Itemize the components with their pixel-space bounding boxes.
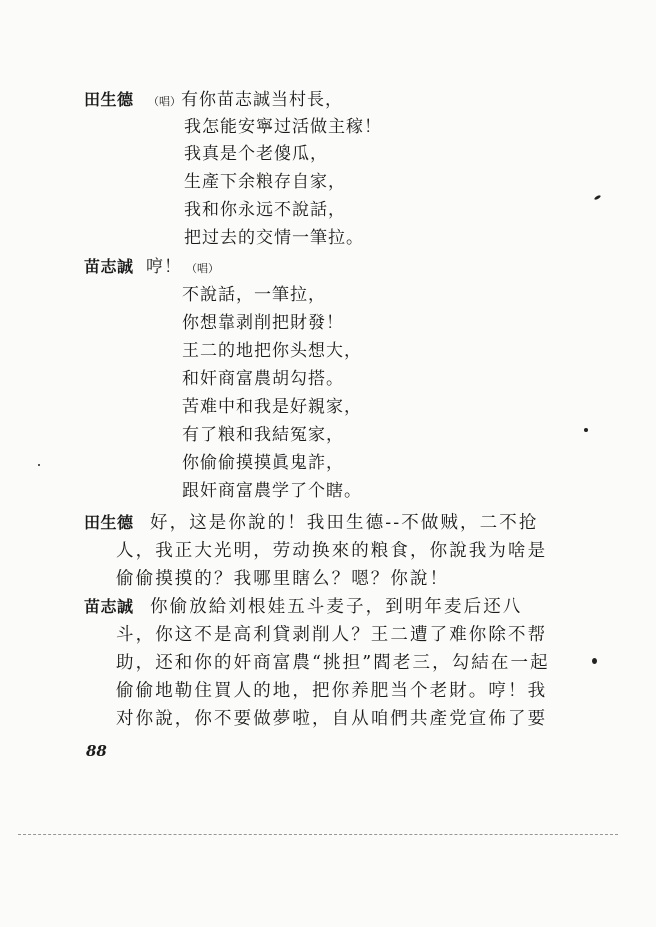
- verse-line: 你偷偷摸摸眞鬼詐，: [182, 453, 344, 473]
- verse-line: 和奸商富農胡勾搭。: [182, 369, 344, 389]
- prose-line: 偷偷地勒住買人的地，把你养肥当个老財。哼！我: [116, 681, 548, 701]
- verse-line: 有了粮和我結冤家，: [182, 425, 344, 445]
- verse-line: 王二的地把你头想大，: [182, 341, 362, 361]
- verse-first-line: 有你苗志誠当村長，: [181, 90, 343, 110]
- verse-exclaim: [146, 257, 219, 279]
- prose-line: 偷偷摸摸的？我哪里瞎么？嗯？你說！: [116, 569, 450, 589]
- verse-line: 生產下余粮存自家，: [184, 172, 346, 192]
- speaker-miao-2: 苗志誠: [84, 597, 134, 616]
- speaker-miao-1: 苗志誠: [84, 257, 134, 276]
- scan-edge-rule: [18, 834, 618, 835]
- verse-line: 你想靠剥削把財發！: [182, 313, 344, 333]
- speaker-tian-2: 田生德: [84, 513, 134, 532]
- prose-line: 好，这是你說的！我田生德--不做贼，二不抢: [150, 513, 539, 533]
- prose-line: 助，还和你的奸商富農“挑担”閻老三，勾結在一起: [116, 653, 550, 673]
- scan-speck: [592, 658, 597, 664]
- scan-speck: [594, 194, 602, 200]
- verse-line: 我和你永远不說話，: [184, 200, 346, 220]
- stage-direction-sing: （唱）: [186, 262, 219, 275]
- verse-line: 不說話，一筆拉，: [182, 285, 326, 305]
- prose-line: 人，我正大光明，劳动换來的粮食，你說我为啥是: [116, 541, 548, 561]
- scan-speck: [38, 464, 40, 466]
- prose-line: 斗，你这不是高利貸剥削人？王二遭了难你除不帮: [116, 625, 548, 645]
- speaker-tian-1: 田生德: [84, 90, 134, 109]
- verse-line: 跟奸商富農学了个瞎。: [182, 481, 362, 501]
- exclaim-text: 哼！: [146, 257, 182, 277]
- verse-line: 我怎能安寧过活做主稼！: [184, 117, 382, 137]
- verse-line: 苦难中和我是好親家，: [182, 397, 362, 417]
- prose-line: 你偷放給刘根娃五斗麦子，到明年麦后还八: [150, 597, 523, 617]
- verse-line: 我真是个老傻瓜，: [184, 144, 328, 164]
- scan-speck: [584, 428, 588, 432]
- stage-direction-sing: （唱）: [148, 95, 181, 108]
- verse-line: 把过去的交情一筆拉。: [184, 228, 364, 248]
- page-number: 88: [86, 742, 107, 760]
- prose-line: 对你說，你不要做夢啦，自从咱們共產党宣佈了要: [116, 709, 548, 729]
- verse-line: [148, 90, 343, 112]
